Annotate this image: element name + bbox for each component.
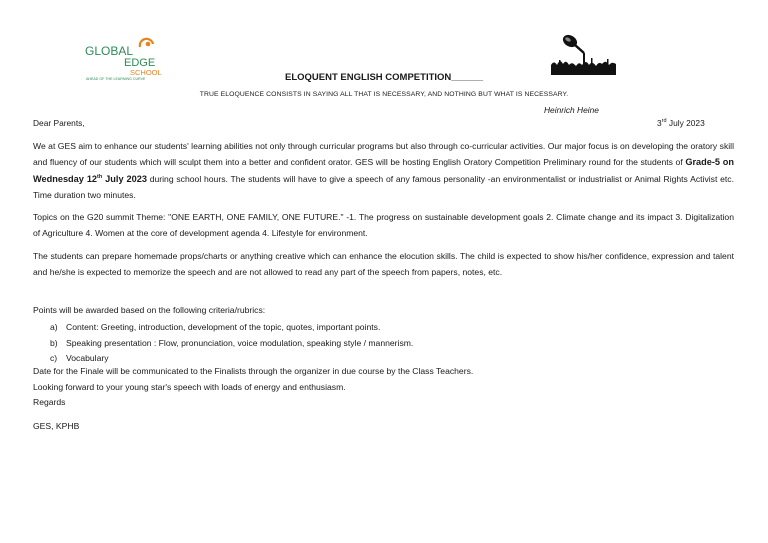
signature: GES, KPHB <box>33 421 80 431</box>
logo-line3: SCHOOL <box>130 68 162 77</box>
school-logo <box>84 35 162 81</box>
paragraph-intro-a: We at GES aim to enhance our students' learning abilities not only through curricular programs but also through co-curricular activities. Our major focus is on developing the oratory skill and fluency of our students which will sculpt them into a better and confident orator. GES will be hosting English Oratory Competition Preliminary round for the students of <box>33 141 734 167</box>
letter-date <box>657 118 705 128</box>
paragraph-preparation: The students can prepare homemade props/charts or anything creative which can enhance the elocution skills. The child is expected to show his/her confidence, expression and talent and he/she is expected to memorize the speech and are not allowed to read any part of the speech from papers, notes, etc. <box>33 251 734 277</box>
logo-dot-icon <box>146 42 151 47</box>
logo-line2: EDGE <box>124 57 156 69</box>
date-suffix: rd <box>661 118 667 125</box>
microphone-crowd-icon <box>551 31 616 75</box>
criteria-text: Content: Greeting, introduction, development of the topic, quotes, important points. <box>66 322 381 332</box>
regards: Regards <box>33 397 66 407</box>
date-day: 3 <box>657 118 662 128</box>
paragraph-topics: Topics on the G20 summit Theme: "ONE EARTH, ONE FAMILY, ONE FUTURE." -1. The progress on sustainable development goals 2. Climate change and its impact 3. Digitalization of Agriculture 4. Women at the core of development agenda 4. Lifestyle for environment. <box>33 212 734 238</box>
quote-text: TRUE ELOQUENCE CONSISTS IN SAYING ALL THAT IS NECESSARY, AND NOTHING BUT WHAT IS NECESSARY. <box>199 91 569 98</box>
paragraph-intro-b: during school hours. The students will have to give a speech of any famous personality -an environmentalist or industrialist or Animal Rights Activist etc. Time duration two minutes. <box>33 174 734 201</box>
criteria-marker: b) <box>50 337 58 348</box>
criteria-item <box>50 336 413 352</box>
criteria-text: Speaking presentation : Flow, pronunciation, voice modulation, speaking style / mannerism. <box>66 337 414 348</box>
criteria-text: Vocabulary <box>66 353 109 364</box>
paragraph-intro <box>33 139 734 204</box>
criteria-marker: a) <box>50 322 58 332</box>
greeting: Dear Parents, <box>33 118 85 128</box>
grade-date-a: Grade-5 on Wednesday 12 <box>33 156 735 185</box>
finale-line: Date for the Finale will be communicated to the Finalists through the organizer in due course by the Class Teachers. <box>33 366 474 376</box>
logo-line1: GLOBAL <box>85 44 134 58</box>
criteria-heading: Points will be awarded based on the following criteria/rubrics: <box>33 305 266 315</box>
criteria-marker: c) <box>50 353 58 364</box>
grade-date-sup: th <box>97 174 103 181</box>
criteria-list <box>50 320 413 367</box>
closing-line: Looking forward to your young star's speech with loads of energy and enthusiasm. <box>33 382 346 392</box>
quote-author: Heinrich Heine <box>544 105 599 115</box>
criteria-item <box>50 320 413 336</box>
criteria-item <box>50 351 413 367</box>
date-rest: July 2023 <box>666 118 705 128</box>
microphone-crowd-image <box>551 31 616 75</box>
competition-title: ELOQUENT ENGLISH COMPETITION______ <box>285 72 483 83</box>
logo-tagline: AHEAD OF THE LEARNING CURVE <box>86 77 146 81</box>
grade-date-b: July 2023 <box>102 174 147 185</box>
